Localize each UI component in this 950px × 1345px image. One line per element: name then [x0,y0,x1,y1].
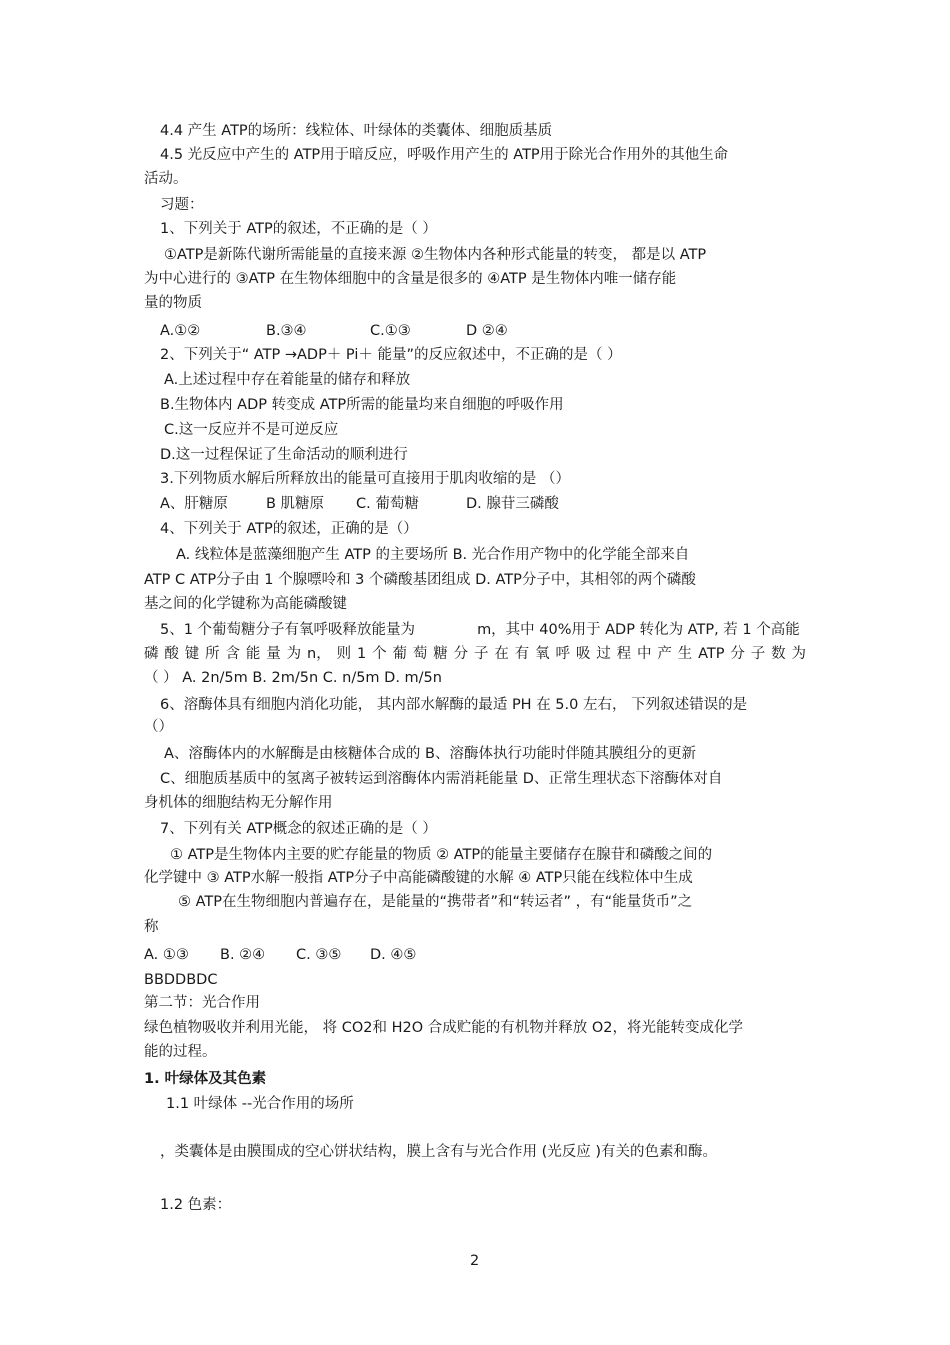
q6-options-cd: C、细胞质基质中的氢离子被转运到溶酶体内需消耗能量 D、正常生理状态下溶酶体对自 [160,771,723,787]
q3-stem: 3.下列物质水解后所释放出的能量可直接用于肌肉收缩的是 （） [160,471,570,487]
q1-options-line3: 量的物质 [144,295,202,311]
thylakoid-text: ，类囊体是由膜围成的空心饼状结构，膜上含有与光合作用 (光反应 )有关的色素和酶。 [160,1144,718,1160]
q3-choice-a: A、肝糖原 [160,496,228,512]
q7-choice-a: A. ①③ [144,947,189,963]
q5-line1-part1: 5、1 个葡萄糖分子有氧呼吸释放能量为 [160,622,416,638]
q2-option-a: A.上述过程中存在着能量的储存和释放 [164,372,411,388]
q1-choice-a: A.①② [160,323,201,339]
q2-option-c: C.这一反应并不是可逆反应 [164,422,339,438]
q2-option-d: D.这一过程保证了生命活动的顺利进行 [160,447,408,463]
q7-line2: 化学键中 ③ ATP水解一般指 ATP分子中高能磷酸键的水解 ④ ATP只能在线粒体中生成 [144,870,693,886]
q5-line3: （ ） A. 2n/5m B. 2m/5n C. n/5m D. m/5n [144,670,442,686]
q1-choice-d: D ②④ [466,323,508,339]
q6-option-d-cont: 身机体的细胞结构无分解作用 [144,795,333,811]
answer-key: BBDDBDC [144,972,218,988]
q4-stem: 4、下列关于 ATP的叙述，正确的是（） [160,521,418,537]
q5-line1 [160,621,800,639]
q7-stem: 7、下列有关 ATP概念的叙述正确的是（ ） [160,821,437,837]
subheading-1-1: 1.1 叶绿体 --光合作用的场所 [166,1096,354,1112]
q2-option-b: B.生物体内 ADP 转变成 ATP所需的能量均来自细胞的呼吸作用 [160,397,564,413]
q4-line3: 基之间的化学键称为高能磷酸键 [144,596,347,612]
q3-choice-b: B 肌糖原 [266,496,325,512]
q1-choice-b: B.③④ [266,323,307,339]
q6-options-ab: A、溶酶体内的水解酶是由核糖体合成的 B、溶酶体执行功能时伴随其膜组分的更新 [164,746,696,762]
q2-stem: 2、下列关于“ ATP →ADP＋ Pi＋ 能量”的反应叙述中，不正确的是（ ） [160,347,622,363]
q7-line1: ① ATP是生物体内主要的贮存能量的物质 ② ATP的能量主要储存在腺苷和磷酸之间的 [170,847,713,863]
q3-choice-c: C. 葡萄糖 [356,496,419,512]
section-4-5-line1: 4.5 光反应中产生的 ATP用于暗反应，呼吸作用产生的 ATP用于除光合作用外的其他生命 [160,147,729,163]
q6-line2: （） [144,719,173,735]
q1-options-line1: ①ATP是新陈代谢所需能量的直接来源 ②生物体内各种形式能量的转变， 都是以 ATP [164,247,707,263]
q5-line1-part2: m，其中 40%用于 ADP 转化为 ATP, 若 1 个高能 [477,622,800,638]
q7-choice-b: B. ②④ [220,947,266,963]
subheading-1-2: 1.2 色素： [160,1197,232,1213]
q1-stem: 1、下列关于 ATP的叙述，不正确的是（ ） [160,221,437,237]
q1-choice-c: C.①③ [370,323,411,339]
q7-line4: 称 [144,919,159,935]
q1-options-line2: 为中心进行的 ③ATP 在生物体细胞中的含量是很多的 ④ATP 是生物体内唯一储存能 [144,271,677,287]
definition-line1: 绿色植物吸收并利用光能， 将 CO2和 H2O 合成贮能的有机物并释放 O2，将光能转变成化学 [144,1020,743,1036]
heading-chloroplast-pigments: 1. 叶绿体及其色素 [144,1071,267,1087]
section-4-5-line2: 活动。 [144,171,188,187]
page-number: 2 [470,1253,480,1269]
definition-line2: 能的过程。 [144,1044,217,1060]
q3-choice-d: D. 腺苷三磷酸 [466,496,559,512]
q7-choice-d: D. ④⑤ [370,947,417,963]
q6-line1: 6、溶酶体具有细胞内消化功能， 其内部水解酶的最适 PH 在 5.0 左右， 下列叙述错误的是 [160,697,748,713]
q4-line1: A. 线粒体是蓝藻细胞产生 ATP 的主要场所 B. 光合作用产物中的化学能全部来自 [176,547,690,563]
q5-line2: 磷 酸 键 所 含 能 量 为 n， 则 1 个 葡 萄 糖 分 子 在 有 氧 呼 吸 过 程 中 产 生 ATP 分 子 数 为 [144,646,806,662]
q4-line2: ATP C ATP分子由 1 个腺嘌呤和 3 个磷酸基团组成 D. ATP分子中，其相邻的两个磷酸 [144,572,696,588]
q7-choice-c: C. ③⑤ [296,947,342,963]
exercises-label: 习题： [160,197,204,213]
section-2-title: 第二节：光合作用 [144,995,260,1011]
section-4-4: 4.4 产生 ATP的场所：线粒体、叶绿体的类囊体、细胞质基质 [160,123,553,139]
q7-line3: ⑤ ATP在生物细胞内普遍存在，是能量的“携带者”和“转运者” ，有“能量货币”之 [178,894,693,910]
